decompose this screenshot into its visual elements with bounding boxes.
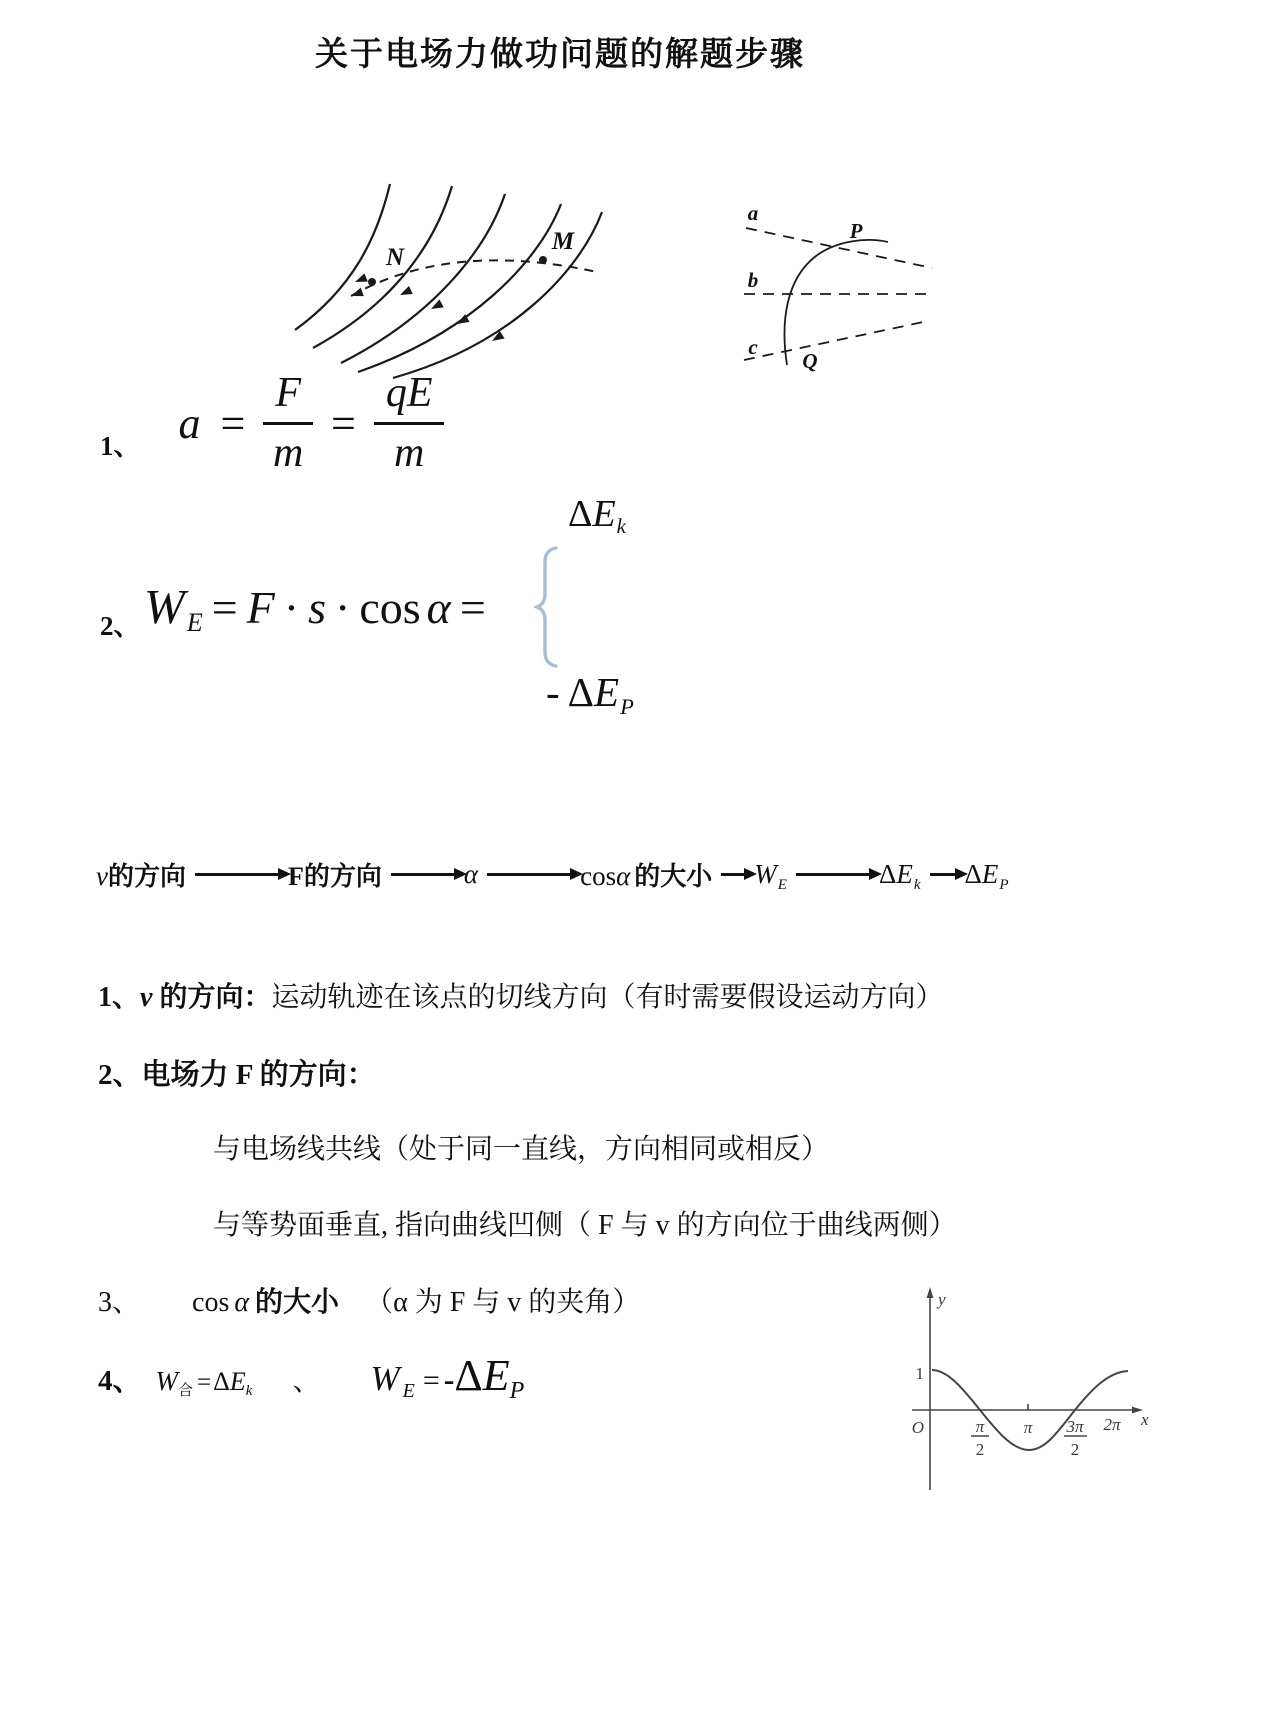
- label-m: M: [551, 228, 575, 255]
- item-2-f-direction: 2、电场力 F 的方向：: [98, 1059, 376, 1091]
- field-line: [358, 204, 561, 372]
- item-4-work-equations: 4、 W 合 = Δ E k 、 W E = - Δ E P: [98, 1351, 525, 1404]
- formula-work: [98, 492, 858, 752]
- trajectory-curve: [784, 240, 888, 365]
- equipotential-line-c: [744, 321, 928, 360]
- y-axis-label: y: [938, 1290, 946, 1309]
- arrowhead-icon: [353, 273, 367, 286]
- flow-step-f-direction: F的方向: [288, 862, 382, 891]
- tick-3pi-2-den: 2: [1070, 1440, 1080, 1459]
- axis-arrow-icon: [927, 1287, 934, 1298]
- cosine-graph: [900, 1283, 1160, 1498]
- equipotential-diagram: [650, 160, 970, 372]
- flow-arrow-icon: [487, 873, 571, 876]
- flow-step-delta-ek: ΔEk: [878, 859, 921, 893]
- formula1-number: 1、: [100, 430, 141, 461]
- equipotential-line-a: [746, 228, 932, 268]
- x-axis-label: x: [1141, 1410, 1149, 1429]
- flow-arrow-icon: [930, 873, 956, 876]
- flow-step-v-direction: v的方向: [96, 861, 186, 891]
- field-lines-diagram: [245, 148, 645, 383]
- dot-operator: ·: [283, 582, 300, 633]
- label-c: c: [748, 335, 758, 359]
- work-symbol: W: [144, 579, 185, 634]
- equals-sign: =: [330, 398, 356, 448]
- tick-pi-2-den: 2: [975, 1440, 985, 1459]
- formula1-variable: a: [178, 398, 201, 448]
- flow-arrow-icon: [391, 873, 455, 876]
- equals-sign: =: [459, 582, 486, 633]
- tick-3pi-2-num: 3π: [1066, 1417, 1084, 1436]
- tick-pi: π: [1023, 1418, 1033, 1437]
- item-3-cos-alpha: 3、 cos α 的大小 （α 为 F 与 v 的夹角）: [98, 1287, 641, 1318]
- flow-arrow-icon: [195, 873, 279, 876]
- cases-brace-path: [537, 548, 556, 666]
- fraction-qe-over-m: $\frac{qE}{m}$: [374, 372, 445, 474]
- arrowhead-icon: [398, 286, 413, 299]
- solution-flow-chain: [96, 856, 1009, 893]
- case-potential-energy: - ΔEP: [546, 669, 634, 719]
- flow-step-delta-ep: ΔEP: [964, 859, 1009, 893]
- flow-step-cos-alpha: cosα 的大小: [580, 861, 713, 891]
- y-tick-one: 1: [915, 1364, 924, 1383]
- arrowhead-icon: [349, 288, 363, 301]
- cases-brace: [534, 546, 562, 668]
- case-kinetic-energy: ΔEk: [568, 493, 626, 539]
- equals-sign: =: [211, 582, 238, 633]
- flow-step-work: WE: [754, 859, 787, 893]
- formula2-number: 2、: [100, 611, 141, 641]
- label-a: a: [747, 201, 759, 225]
- work-subscript: E: [186, 608, 203, 638]
- label-b: b: [747, 268, 759, 292]
- page-title: 关于电场力做功问题的解题步骤: [315, 35, 805, 72]
- fraction-f-over-m: $\frac{F}{m}$: [263, 372, 313, 474]
- alpha-symbol: α: [426, 582, 451, 633]
- origin-label: O: [911, 1418, 924, 1437]
- equals-sign: =: [220, 398, 246, 448]
- item-1-v-direction: 1、v 的方向：运动轨迹在该点的切线方向（有时需要假设运动方向）: [98, 982, 944, 1013]
- formula-acceleration: [100, 372, 452, 474]
- flow-arrow-icon: [721, 873, 745, 876]
- point-m-dot: [539, 256, 547, 264]
- label-q: Q: [802, 349, 818, 372]
- item-2-sub-collinear: 与电场线共线（处于同一直线，方向相同或相反）: [213, 1134, 830, 1165]
- dot-operator: ·: [335, 582, 351, 633]
- tick-pi-2-num: π: [975, 1417, 985, 1436]
- flow-step-alpha: α: [463, 859, 479, 889]
- point-n-dot: [368, 278, 376, 286]
- field-line: [295, 184, 390, 330]
- formula2-main: [144, 578, 495, 638]
- displacement-symbol: s: [308, 582, 327, 633]
- tick-2pi: 2π: [1103, 1415, 1121, 1434]
- label-p: P: [849, 219, 863, 243]
- flow-arrow-icon: [796, 873, 870, 876]
- item-2-sub-perpendicular: 与等势面垂直, 指向曲线凹侧（ F 与 v 的方向位于曲线两侧）: [213, 1210, 957, 1241]
- force-symbol: F: [246, 582, 275, 633]
- cos-function: cos: [359, 582, 421, 633]
- label-n: N: [385, 244, 405, 271]
